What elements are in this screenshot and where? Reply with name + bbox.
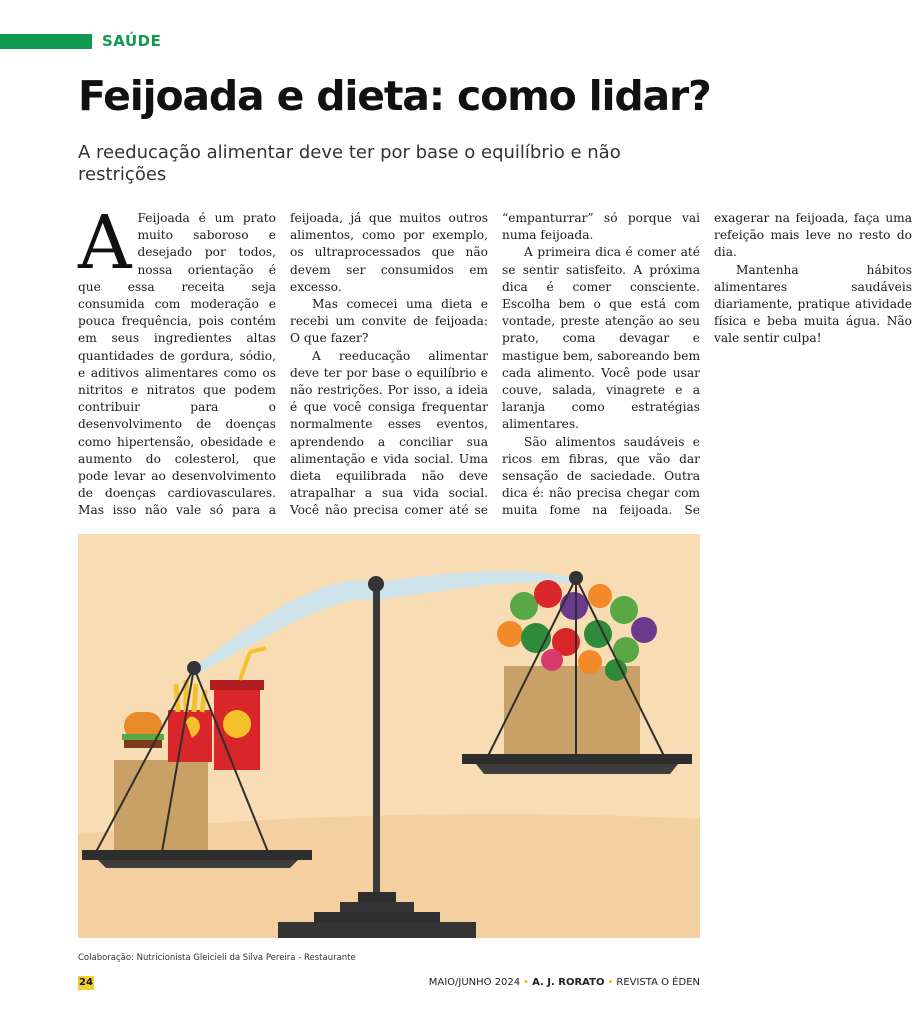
credit-line: Colaboração: Nutricionista Gleicieli da Silva Pereira - Restaurante bbox=[78, 953, 356, 963]
magazine-name: REVISTA O ÉDEN bbox=[616, 977, 700, 988]
article-title: Feijoada e dieta: como lidar? bbox=[78, 72, 711, 120]
article-subtitle: A reeducação alimentar deve ter por base o equilíbrio e não restrições bbox=[78, 142, 621, 185]
article-paragraph: A primeira dica é comer até se sentir satisfeito. A próxima dica é comer consciente. Escolha bem o que está com vontade, preste atenção ao seu prato, coma devagar e mastigue bem, saboreando bem cada alimento. Você pode usar couve, salada, vinagrete e a laranja como estratégias alimentares. bbox=[502, 245, 700, 432]
pivot-knob bbox=[368, 576, 384, 592]
article-body bbox=[78, 200, 912, 528]
paper-bag bbox=[114, 760, 208, 850]
article-paragraph: Mas comecei uma dieta e recebi um convite de feijoada: O que fazer? bbox=[290, 297, 488, 346]
section-bar bbox=[0, 34, 92, 49]
page-footer bbox=[429, 977, 700, 988]
issue-date: MAIO/JUNHO 2024 bbox=[428, 977, 521, 988]
scale-pillar bbox=[373, 584, 380, 896]
footer-brand: A. J. RORATO bbox=[532, 977, 605, 988]
scale-illustration bbox=[78, 534, 700, 938]
balance-scale-illustration bbox=[78, 534, 700, 938]
article-paragraph: A Feijoada é um prato muito saboroso e desejado por todos, nossa orientação é que essa receita seja consumida com moderação e pouca frequência, pois contém em seus ingredientes altas quantidades de gordura, sódio, e aditivos alimentares como os nitritos e nitratos que podem contribuir para o desenvolvimento de doenças como hipertensão, obesidade e aumento do colesterol, que pode levar ao desenvolvimento de doenças cardiovasculares. Mas isso não vale só para a feijoada, já que muitos outros alimentos, como por exemplo, os ultraprocessados que não devem ser consumidos em excesso. bbox=[78, 200, 488, 518]
section-label: SAÚDE bbox=[102, 32, 162, 50]
article-paragraph: A reeducação alimentar deve ter por base o equilíbrio e não restrições. Por isso, a ideia é que você consiga frequentar normalmente esses eventos, aprendendo a conciliar sua alimentação e vida social. Uma dieta equilibrada não deve atrapalhar a sua vida social. Você não precisa comer até se “empanturrar” só porque vai numa feijoada. bbox=[290, 211, 700, 518]
drop-cap: A bbox=[78, 200, 132, 286]
pan-plate bbox=[82, 850, 312, 860]
article-paragraph: São alimentos saudáveis e ricos em fibras, que vão dar sensação de saciedade. Outra dica é: não precisa chegar com muita fome na feijoada. Se exagerar na feijoada, faça uma refeição mais leve no resto do dia. bbox=[502, 211, 912, 518]
page-number: 24 bbox=[79, 977, 93, 988]
separator-dot: • bbox=[607, 977, 614, 988]
pan-plate bbox=[462, 754, 692, 764]
article-paragraph: Mantenha hábitos alimentares saudáveis diariamente, pratique atividade física e beba muita água. Não vale sentir culpa! bbox=[714, 262, 912, 346]
separator-dot: • bbox=[523, 977, 530, 988]
